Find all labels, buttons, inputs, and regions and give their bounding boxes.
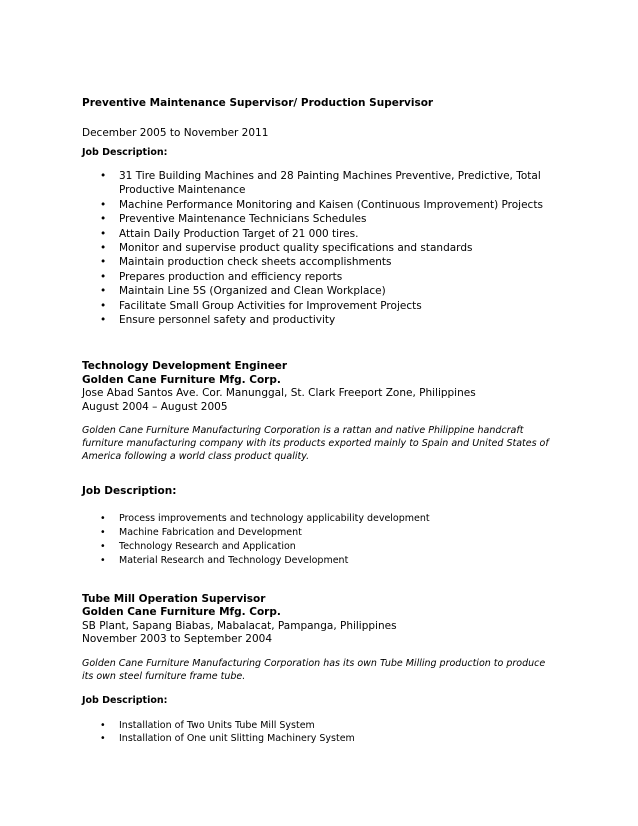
list-item [82,719,557,733]
duty-text: 31 Tire Building Machines and 28 Painting Machines Preventive, Predictive, Total Productive Maintenance [119,170,541,197]
list-item [82,212,557,226]
list-item [82,313,557,327]
bullet-icon: • [100,227,107,240]
duty-text: Process improvements and technology applicability development [119,513,430,525]
job-title: Preventive Maintenance Supervisor/ Production Supervisor [82,97,434,109]
company-name: Golden Cane Furniture Mfg. Corp. [82,373,281,386]
list-item [82,554,557,568]
job-dates: December 2005 to November 2011 [82,127,269,139]
list-item [82,198,557,212]
duty-text: Preventive Maintenance Technicians Schedules [119,213,367,226]
job-description-label: Job Description: [82,694,168,706]
list-item [82,255,557,269]
list-item [82,299,557,313]
list-item [82,540,557,554]
bullet-icon: • [100,242,107,255]
job-duties-list [82,169,557,327]
job-section-preventive-maintenance [82,97,557,327]
company-address: SB Plant, Sapang Biabas, Mabalacat, Pampanga, Philippines [82,619,397,632]
duty-text: Installation of One unit Slitting Machinery System [119,733,355,745]
duty-text: Material Research and Technology Development [119,554,349,566]
bullet-icon: • [100,527,106,539]
duty-text: Ensure personnel safety and productivity [119,314,336,327]
bullet-icon: • [100,719,106,731]
list-item [82,169,557,198]
duty-text: Maintain Line 5S (Organized and Clean Workplace) [119,285,386,298]
duty-text: Machine Performance Monitoring and Kaisen (Continuous Improvement) Projects [119,198,543,211]
job-duties-list [82,512,557,567]
duty-text: Attain Daily Production Target of 21 000 tires. [119,227,359,240]
job-section-tube-mill [82,593,557,747]
bullet-icon: • [100,256,107,269]
job-section-technology-development [82,360,557,567]
company-description: Golden Cane Furniture Manufacturing Corporation is a rattan and native Philippine handcraft furniture manufacturing company with its products exported mainly to Spain and United States of America following a world class product quality. [82,425,549,463]
bullet-icon: • [100,513,106,525]
list-item [82,512,557,526]
bullet-icon: • [100,733,106,745]
bullet-icon: • [100,270,107,283]
job-duties-list [82,719,557,747]
list-item [82,526,557,540]
resume-page [82,97,557,746]
duty-text: Machine Fabrication and Development [119,527,302,539]
bullet-icon: • [100,198,107,211]
bullet-icon: • [100,541,106,553]
job-dates: August 2004 – August 2005 [82,400,228,413]
bullet-icon: • [100,314,107,327]
company-address: Jose Abad Santos Ave. Cor. Manunggal, St. Clark Freeport Zone, Philippines [82,387,476,400]
job-description-label: Job Description: [82,485,177,498]
bullet-icon: • [100,170,107,182]
bullet-icon: • [100,213,107,226]
bullet-icon: • [100,285,107,298]
job-title: Technology Development Engineer [82,360,288,373]
duty-text: Technology Research and Application [119,541,296,553]
bullet-icon: • [100,554,106,566]
duty-text: Installation of Two Units Tube Mill System [119,719,315,731]
list-item [82,241,557,255]
list-item [82,270,557,284]
job-dates: November 2003 to September 2004 [82,633,272,646]
duty-text: Prepares production and efficiency reports [119,270,343,283]
bullet-icon: • [100,299,107,312]
job-description-label: Job Description: [82,147,168,158]
duty-text: Facilitate Small Group Activities for Improvement Projects [119,299,422,312]
duty-text: Maintain production check sheets accomplishments [119,256,392,269]
duty-text: Monitor and supervise product quality specifications and standards [119,242,473,255]
list-item [82,732,557,746]
company-description: Golden Cane Furniture Manufacturing Corporation has its own Tube Milling production to produce its own steel furniture frame tube. [82,657,546,682]
list-item [82,284,557,298]
job-title: Tube Mill Operation Supervisor [82,592,266,605]
company-name: Golden Cane Furniture Mfg. Corp. [82,606,281,619]
list-item [82,227,557,241]
